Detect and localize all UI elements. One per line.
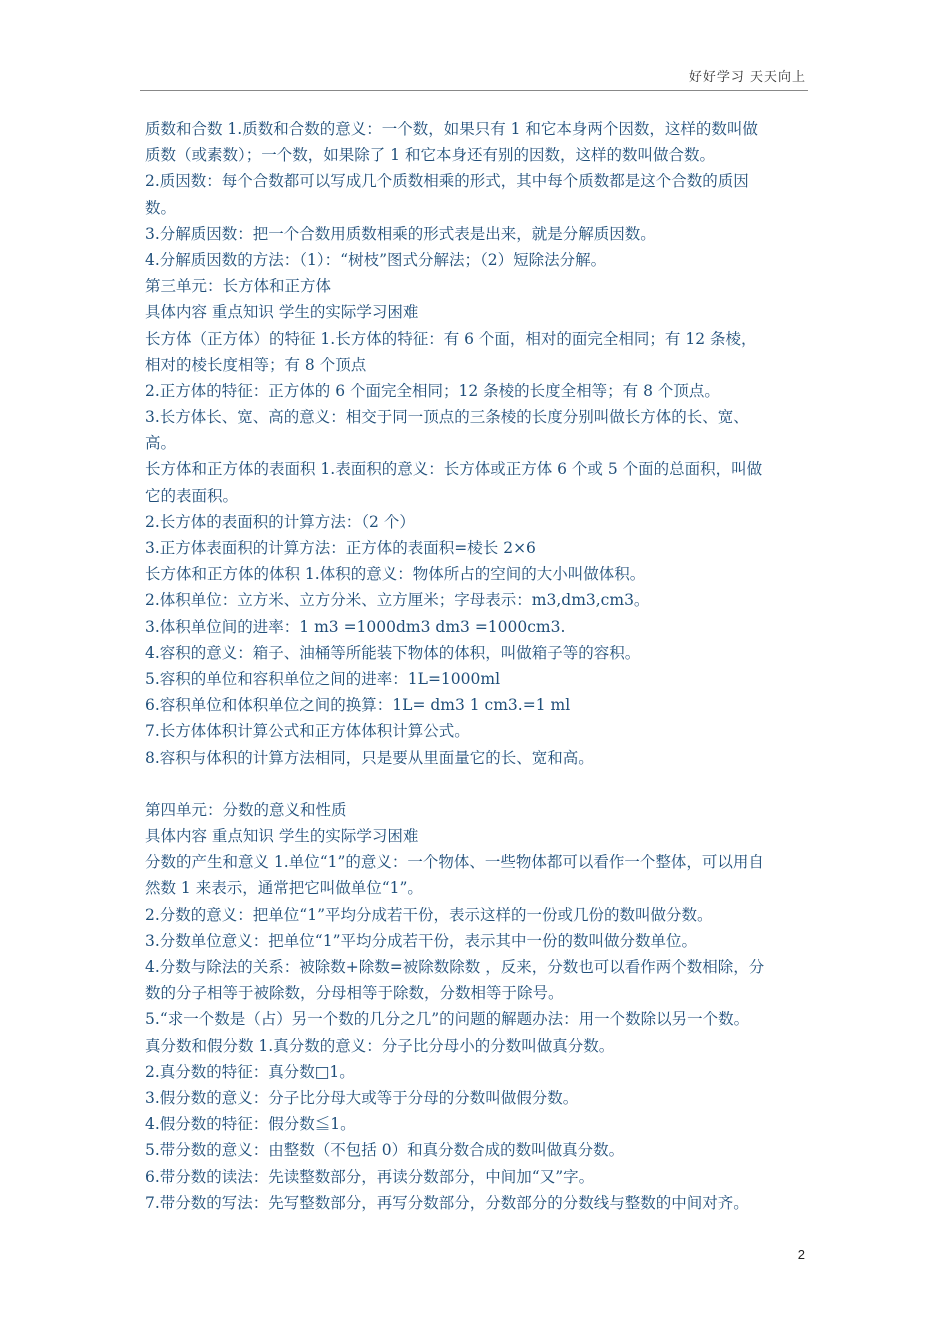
text-line: 3.分解质因数：把一个合数用质数相乘的形式表是出来，就是分解质因数。 — [145, 224, 656, 243]
text-line: 长方体和正方体的表面积 1.表面积的意义：长方体或正方体 6 个或 5 个面的总面积，叫做 — [145, 460, 763, 479]
text-line: 2.体积单位：立方米、立方分米、立方厘米；字母表示：m3,dm3,cm3。 — [145, 591, 650, 610]
text-line: 3.长方体长、宽、高的意义：相交于同一顶点的三条棱的长度分别叫做长方体的长、宽、 — [145, 408, 749, 427]
text-line: 长方体和正方体的体积 1.体积的意义：物体所占的空间的大小叫做体积。 — [145, 565, 646, 584]
text-line: 数的分子相等于被除数，分母相等于除数，分数相等于除号。 — [145, 984, 564, 1003]
text-line: 真分数和假分数 1.真分数的意义：分子比分母小的分数叫做真分数。 — [145, 1036, 615, 1055]
text-line: 4.分解质因数的方法：（1）：“树枝”图式分解法；（2）短除法分解。 — [145, 250, 607, 269]
text-line: 6.带分数的读法：先读整数部分，再读分数部分，中间加“又”字。 — [145, 1167, 595, 1186]
blank-line — [145, 771, 810, 797]
text-line: 它的表面积。 — [145, 486, 239, 505]
text-line: 2.分数的意义：把单位“1”平均分成若干份，表示这样的一份或几份的数叫做分数。 — [145, 905, 713, 924]
text-line: 2.长方体的表面积的计算方法：（2 个） — [145, 512, 415, 531]
text-line: 2.质因数：每个合数都可以写成几个质数相乘的形式，其中每个质数都是这个合数的质因 — [145, 172, 749, 191]
header-motto: 好好学习 天天向上 — [688, 70, 806, 85]
text-line: 数。 — [145, 198, 177, 217]
text-line: 长方体（正方体）的特征 1.长方体的特征：有 6 个面，相对的面完全相同；有 12 条棱， — [145, 329, 757, 348]
text-line: 5.“求一个数是（占）另一个数的几分之几”的问题的解题办法：用一个数除以另一个数。 — [145, 1010, 750, 1029]
text-line: 5.容积的单位和容积单位之间的进率：1L=1000ml — [145, 669, 501, 688]
text-line: 3.正方体表面积的计算方法：正方体的表面积=棱长 2×6 — [145, 539, 536, 557]
text-line: 7.带分数的写法：先写整数部分，再写分数部分，分数部分的分数线与整数的中间对齐。 — [145, 1193, 749, 1212]
text-line: 具体内容 重点知识 学生的实际学习困难 — [145, 827, 419, 846]
page-number: 2 — [797, 1247, 805, 1262]
text-line: 3.分数单位意义：把单位“1”平均分成若干份，表示其中一份的数叫做分数单位。 — [145, 931, 698, 950]
text-line: 3.假分数的意义：分子比分母大或等于分母的分数叫做假分数。 — [145, 1088, 579, 1107]
text-line: 相对的棱长度相等；有 8 个顶点 — [145, 355, 367, 374]
text-line: 第四单元：分数的意义和性质 — [145, 800, 347, 819]
text-line: 2.正方体的特征：正方体的 6 个面完全相同；12 条棱的长度全相等；有 8 个顶点。 — [145, 381, 720, 400]
text-line: 4.容积的意义：箱子、油桶等所能装下物体的体积，叫做箱子等的容积。 — [145, 643, 641, 662]
text-line: 5.带分数的意义：由整数（不包括 0）和真分数合成的数叫做真分数。 — [145, 1141, 625, 1160]
text-line: 分数的产生和意义 1.单位“1”的意义：一个物体、一些物体都可以看作一个整体，可以用自 — [145, 853, 764, 872]
text-line: 4.分数与除法的关系：被除数+除数=被除数除数 ，反来，分数也可以看作两个数相除，分 — [145, 958, 765, 976]
text-line: 8.容积与体积的计算方法相同，只是要从里面量它的长、宽和高。 — [145, 748, 594, 767]
text-line: 质数（或素数）；一个数，如果除了 1 和它本身还有别的因数，这样的数叫做合数。 — [145, 146, 715, 165]
text-line: 第三单元：长方体和正方体 — [145, 277, 332, 296]
text-line: 7.长方体体积计算公式和正方体体积计算公式。 — [145, 722, 470, 741]
text-line: 质数和合数 1.质数和合数的意义：一个数，如果只有 1 和它本身两个因数，这样的数叫做 — [145, 120, 758, 138]
text-line: 具体内容 重点知识 学生的实际学习困难 — [145, 303, 419, 322]
text-line: 4.假分数的特征：假分数≦1。 — [145, 1115, 356, 1134]
document-body — [145, 116, 810, 1216]
text-line: 2.真分数的特征：真分数□1。 — [145, 1062, 355, 1081]
page-header — [140, 66, 808, 91]
text-line: 6.容积单位和体积单位之间的换算：1L= dm3 1 cm3.=1 ml — [145, 696, 571, 715]
text-line: 然数 1 来表示，通常把它叫做单位“1”。 — [145, 879, 423, 898]
text-line: 高。 — [145, 434, 177, 453]
text-line: 3.体积单位间的进率：1 m3 =1000dm3 dm3 =1000cm3. — [145, 617, 566, 636]
